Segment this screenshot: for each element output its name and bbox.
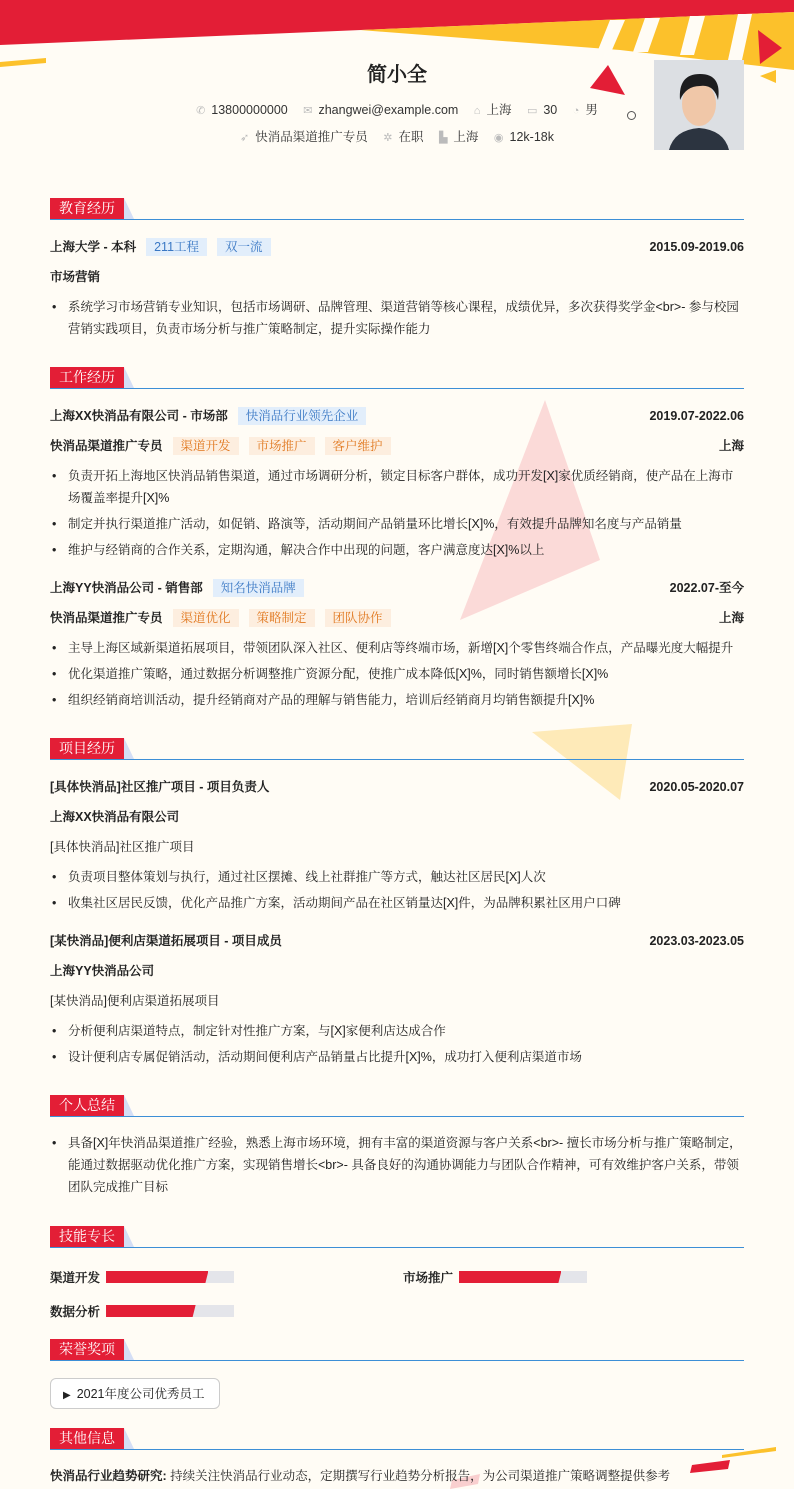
decor-circle (627, 111, 636, 120)
skill-bar-fill (459, 1271, 561, 1283)
award-item[interactable] (50, 1378, 220, 1409)
skill-name: 市场推广 (403, 1271, 454, 1285)
skill-item (50, 1302, 234, 1320)
project-title-row (50, 777, 744, 797)
skill-item (50, 1268, 234, 1286)
age-icon: ▭ (526, 105, 538, 117)
date: 2019.07-2022.06 (649, 409, 744, 423)
email-icon: ✉ (303, 105, 313, 117)
bullet: • 负责项目整体策划与执行，通过社区摆摊、线上社群推广等方式，触达社区居民[X]人次 (50, 866, 744, 888)
section-awards (50, 1339, 744, 1361)
phone: 13800000000 (211, 103, 288, 117)
skill-bar-fill (106, 1305, 196, 1317)
education-row (50, 237, 744, 257)
tag: 渠道优化 (173, 609, 239, 627)
other-info (50, 1466, 744, 1486)
work-company-row (50, 578, 744, 598)
job-info-row (50, 127, 744, 145)
bullet: • 优化渠道推广策略，通过数据分析调整推广资源分配，使推广成本降低[X]%，同时销售额增长[X]% (50, 663, 744, 685)
section-skills (50, 1226, 744, 1248)
summary-text: • 具备[X]年快消品渠道推广经验，熟悉上海市场环境，拥有丰富的渠道资源与客户关系<br>- 擅长市场分析与推广策略制定，能通过数据驱动优化推广方案，实现销售增长<br>- 具备良好的沟通协调能力与团队合作精神，可有效维护客户关系，带领团队完成推广目标 (50, 1132, 744, 1198)
tag: 团队协作 (325, 609, 391, 627)
status-icon: ✲ (383, 132, 393, 144)
skill-name: 数据分析 (50, 1305, 101, 1319)
project-title: [具体快消品]社区推广项目 - 项目负责人 (50, 780, 270, 794)
project-title-row (50, 931, 744, 951)
project-company: 上海YY快消品公司 (50, 964, 155, 978)
section-summary (50, 1095, 744, 1117)
salary: 12k-18k (509, 130, 554, 144)
project-desc: [具体快消品]社区推广项目 (50, 840, 195, 854)
tag: 双一流 (217, 238, 271, 256)
city: 上海 (718, 439, 744, 453)
triangle-right-icon: ▶ (63, 1390, 71, 1401)
skill-bar (459, 1271, 587, 1283)
section-other (50, 1428, 744, 1450)
company: 上海XX快消品有限公司 - 市场部 (50, 409, 228, 423)
award-label: 2021年度公司优秀员工 (76, 1387, 205, 1401)
project-company: 上海XX快消品有限公司 (50, 810, 180, 824)
role: 快消品渠道推广专员 (50, 439, 163, 453)
date: 2020.05-2020.07 (649, 780, 744, 794)
major: 市场营销 (50, 270, 101, 284)
position: 快消品渠道推广专员 (255, 130, 368, 144)
phone-icon: ✆ (196, 105, 206, 117)
section-work (50, 367, 744, 389)
contact-info-row (50, 100, 744, 118)
bullet: • 系统学习市场营销专业知识，包括市场调研、品牌管理、渠道营销等核心课程，成绩优异，多次获得奖学金<br>- 参与校园营销实践项目，负责市场分析与推广策略制定，提升实际操作能力 (50, 296, 744, 340)
section-title: 荣誉奖项 (50, 1339, 124, 1360)
work-role-row (50, 436, 744, 456)
bullet: • 设计便利店专属促销活动，活动期间便利店产品销量占比提升[X]%，成功打入便利店渠道市场 (50, 1046, 744, 1068)
school: 上海大学 - 本科 (50, 240, 137, 254)
bullet: • 组织经销商培训活动，提升经销商对产品的理解与销售能力，培训后经销商月均销售额提升[X]% (50, 689, 744, 711)
tag: 知名快消品牌 (213, 579, 304, 597)
tag: 快消品行业领先企业 (238, 407, 367, 425)
section-title: 教育经历 (50, 198, 124, 219)
section-title: 工作经历 (50, 367, 124, 388)
building-icon: ▙ (438, 132, 448, 144)
city: 上海 (453, 130, 479, 144)
skill-bar (106, 1271, 234, 1283)
role: 快消品渠道推广专员 (50, 611, 163, 625)
bullet: • 制定并执行渠道推广活动，如促销、路演等，活动期间产品销量环比增长[X]%，有效提升品牌知名度与产品销量 (50, 513, 744, 535)
city: 上海 (718, 611, 744, 625)
section-education (50, 198, 744, 220)
bullet: • 分析便利店渠道特点，制定针对性推广方案，与[X]家便利店达成合作 (50, 1020, 744, 1042)
work-role-row (50, 608, 744, 628)
status: 在职 (398, 130, 424, 144)
bullet: • 主导上海区域新渠道拓展项目，带领团队深入社区、便利店等终端市场，新增[X]个零售终端合作点，产品曝光度大幅提升 (50, 637, 744, 659)
section-title: 其他信息 (50, 1428, 124, 1449)
date: 2015.09-2019.06 (649, 240, 744, 254)
company: 上海YY快消品公司 - 销售部 (50, 581, 203, 595)
candidate-name: 简小全 (367, 64, 427, 86)
salary-icon: ◉ (493, 132, 504, 144)
date: 2022.07-至今 (669, 581, 744, 595)
project-desc: [某快消品]便利店渠道拓展项目 (50, 994, 220, 1008)
other-label: 快消品行业趋势研究: (50, 1469, 167, 1483)
date: 2023.03-2023.05 (649, 934, 744, 948)
gender: 男 (585, 103, 598, 117)
tag: 渠道开发 (173, 437, 239, 455)
section-title: 项目经历 (50, 738, 124, 759)
gender-icon: ◔ (572, 105, 580, 117)
skill-bar (106, 1305, 234, 1317)
tag: 客户维护 (325, 437, 391, 455)
tag: 市场推广 (249, 437, 315, 455)
send-icon: ➶ (240, 132, 250, 144)
tag: 211工程 (146, 238, 207, 256)
tag: 策略制定 (249, 609, 315, 627)
location: 上海 (486, 103, 512, 117)
profile-photo (654, 60, 744, 150)
email: zhangwei@example.com (318, 103, 459, 117)
skill-bar-fill (106, 1271, 208, 1283)
project-title: [某快消品]便利店渠道拓展项目 - 项目成员 (50, 934, 282, 948)
other-text: 持续关注快消品行业动态，定期撰写行业趋势分析报告，为公司渠道推广策略调整提供参考 (170, 1469, 671, 1483)
bullet: • 维护与经销商的合作关系，定期沟通，解决合作中出现的问题，客户满意度达[X]%以上 (50, 539, 744, 561)
bullet: • 收集社区居民反馈，优化产品推广方案，活动期间产品在社区销量达[X]件，为品牌积累社区用户口碑 (50, 892, 744, 914)
work-company-row (50, 406, 744, 426)
section-title: 个人总结 (50, 1095, 124, 1116)
age: 30 (543, 103, 558, 117)
section-projects (50, 738, 744, 760)
bullet: • 负责开拓上海地区快消品销售渠道，通过市场调研分析，锁定目标客户群体，成功开发[X]家优质经销商，使产品在上海市场覆盖率提升[X]% (50, 465, 744, 509)
skill-name: 渠道开发 (50, 1271, 101, 1285)
home-icon: ⌂ (473, 105, 481, 117)
skill-item (403, 1268, 587, 1286)
section-title: 技能专长 (50, 1226, 124, 1247)
